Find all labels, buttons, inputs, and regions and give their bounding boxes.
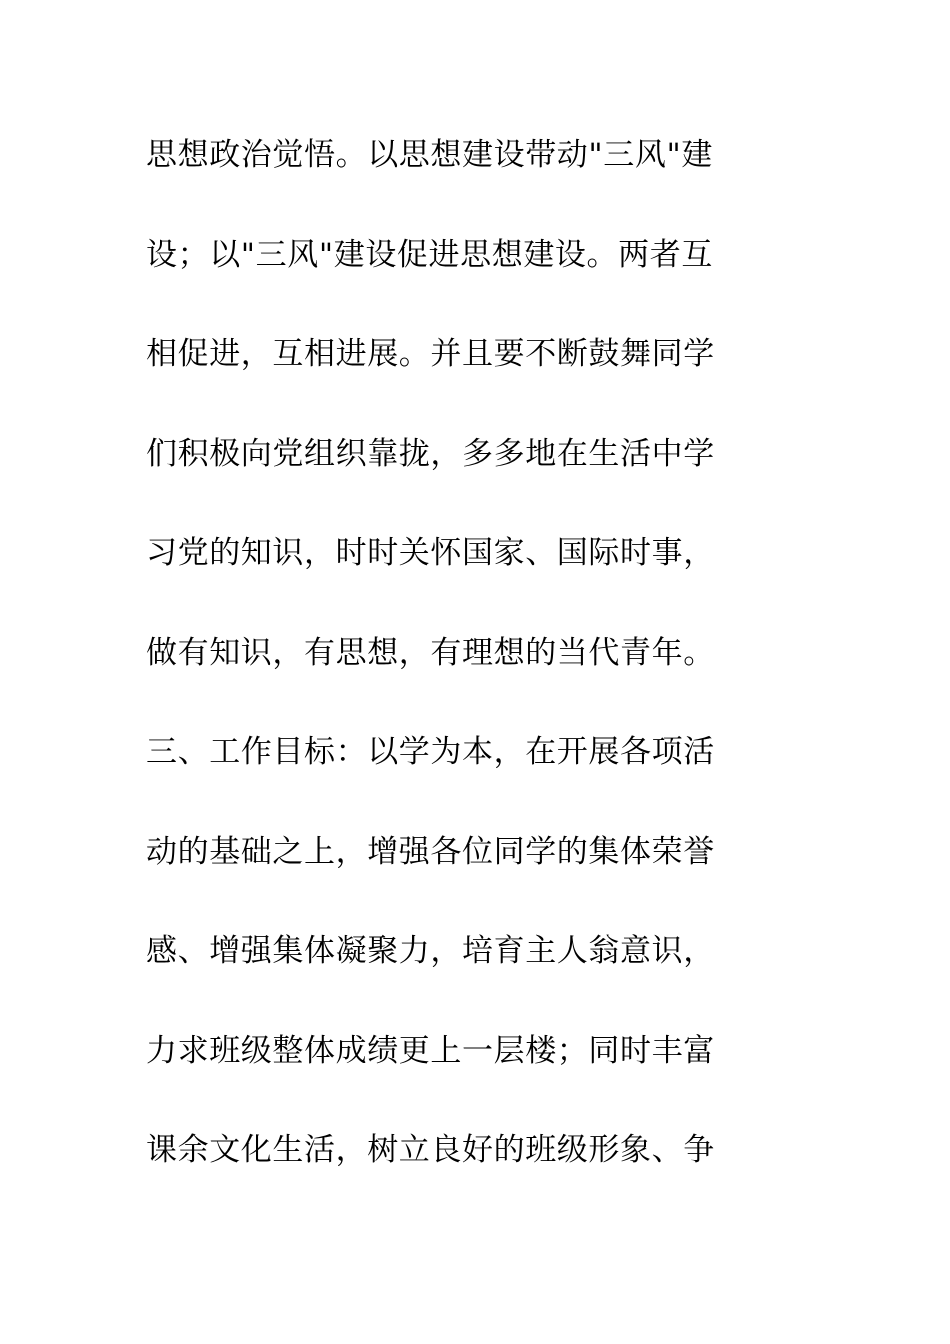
text-line-11: 课余文化生活，树立良好的班级形象、争 [146,1132,715,1168]
text-line-6: 做有知识，有思想，有理想的当代青年。 [146,634,715,671]
text-line-3: 相促进，互相进展。并且要不断鼓舞同学 [146,336,715,372]
text-line-4: 们积极向党组织靠拢，多多地在生活中学 [146,435,715,472]
text-line-8: 动的基础之上，增强各位同学的集体荣誉 [146,833,715,870]
body-text [146,127,786,1222]
section-heading-line: 三、工作目标：以学为本，在开展各项活 [146,734,715,770]
text-line-1: 思想政治觉悟。以思想建设带动"三风"建 [146,137,713,173]
text-line-10: 力求班级整体成绩更上一层楼；同时丰富 [146,1032,715,1069]
text-line-5: 习党的知识，时时关怀国家、国际时事， [146,535,715,571]
text-line-2: 设；以"三风"建设促进思想建设。两者互 [146,236,713,273]
text-line-9: 感、增强集体凝聚力，培育主人翁意识， [146,933,715,969]
